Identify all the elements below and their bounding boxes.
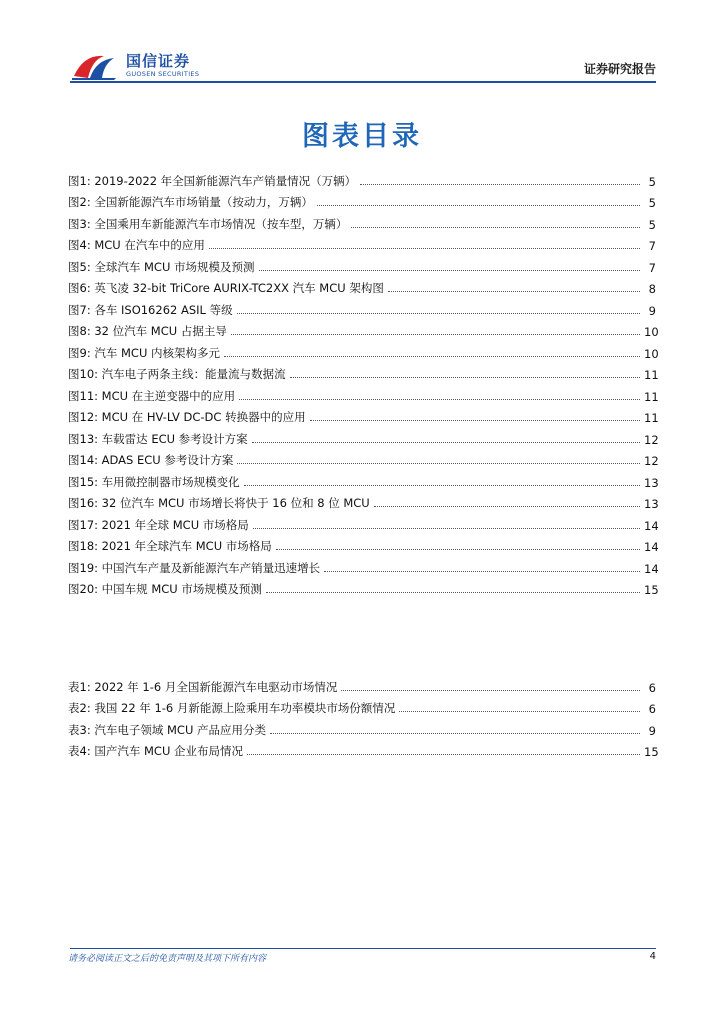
figure-entry-label: 图8: 32 位汽车 MCU 占据主导 bbox=[68, 324, 227, 338]
footer-divider bbox=[70, 948, 656, 949]
figure-entry-page: 11 bbox=[644, 368, 659, 382]
figure-entry-page: 15 bbox=[644, 583, 659, 597]
table-entry[interactable] bbox=[68, 673, 656, 695]
figure-entry-label: 图7: 各车 ISO16262 ASIL 等级 bbox=[68, 302, 233, 317]
dot-leader bbox=[399, 700, 640, 713]
figure-entry-page: 14 bbox=[644, 540, 659, 554]
figure-entry-label: 图18: 2021 年全球汽车 MCU 市场格局 bbox=[68, 539, 272, 553]
figure-entry[interactable] bbox=[68, 490, 659, 512]
table-entry-label: 表2: 我国 22 年 1-6 月新能源上险乘用车功率模块市场份额情况 bbox=[68, 701, 396, 715]
figure-entry[interactable] bbox=[68, 361, 659, 383]
brand-name: 国信证券 bbox=[126, 52, 191, 70]
dot-leader bbox=[266, 581, 640, 594]
dot-leader bbox=[259, 258, 640, 271]
figure-entry-page: 14 bbox=[644, 518, 659, 533]
table-entry-page: 6 bbox=[648, 702, 656, 716]
figure-entry[interactable] bbox=[68, 296, 656, 318]
dot-leader bbox=[247, 743, 640, 756]
dot-leader bbox=[317, 194, 640, 207]
table-entry[interactable] bbox=[68, 738, 659, 760]
dot-leader bbox=[237, 301, 640, 314]
figure-entry-page: 13 bbox=[644, 475, 659, 490]
figure-list bbox=[68, 167, 659, 597]
figure-entry-page: 11 bbox=[644, 389, 659, 404]
page-header bbox=[70, 48, 656, 86]
figure-entry-label: 图12: MCU 在 HV-LV DC-DC 转换器中的应用 bbox=[68, 410, 306, 424]
figure-entry[interactable] bbox=[68, 232, 656, 254]
table-entry-page: 15 bbox=[644, 745, 659, 759]
figure-entry[interactable] bbox=[68, 318, 659, 340]
figure-entry-label: 图17: 2021 年全球 MCU 市场格局 bbox=[68, 517, 249, 532]
figure-entry[interactable] bbox=[68, 468, 659, 490]
dot-leader bbox=[388, 280, 640, 293]
figure-entry-page: 5 bbox=[648, 217, 656, 232]
figure-entry-label: 图1: 2019-2022 年全国新能源汽车产销量情况（万辆） bbox=[68, 173, 357, 188]
figure-entry-page: 10 bbox=[644, 325, 659, 339]
figure-entry-label: 图16: 32 位汽车 MCU 市场增长将快于 16 位和 8 位 MCU bbox=[68, 496, 370, 510]
table-entry-page: 9 bbox=[648, 723, 656, 738]
figure-entry-label: 图11: MCU 在主逆变器中的应用 bbox=[68, 388, 236, 403]
figure-entry[interactable] bbox=[68, 275, 656, 297]
dot-leader bbox=[253, 516, 640, 529]
figure-entry-label: 图10: 汽车电子两条主线：能量流与数据流 bbox=[68, 367, 286, 381]
dot-leader bbox=[244, 473, 640, 486]
figure-entry[interactable] bbox=[68, 576, 659, 598]
dot-leader bbox=[224, 344, 640, 357]
dot-leader bbox=[270, 721, 640, 734]
figure-entry[interactable] bbox=[68, 511, 659, 533]
figure-entry[interactable] bbox=[68, 210, 656, 232]
table-entry-label: 表1: 2022 年 1-6 月全国新能源汽车电驱动市场情况 bbox=[68, 679, 338, 694]
figure-entry[interactable] bbox=[68, 382, 659, 404]
figure-entry[interactable] bbox=[68, 404, 659, 426]
figure-entry-label: 图5: 全球汽车 MCU 市场规模及预测 bbox=[68, 259, 255, 274]
header-divider bbox=[70, 81, 656, 83]
figure-entry-label: 图14: ADAS ECU 参考设计方案 bbox=[68, 453, 234, 467]
brand-name-en: GUOSEN SECURITIES bbox=[126, 70, 200, 78]
figure-entry[interactable] bbox=[68, 189, 656, 211]
table-list bbox=[68, 673, 659, 759]
figure-entry-page: 11 bbox=[644, 411, 659, 425]
dot-leader bbox=[374, 495, 640, 508]
dot-leader bbox=[351, 215, 640, 228]
dot-leader bbox=[252, 430, 640, 443]
page-number: 4 bbox=[649, 951, 656, 962]
dot-leader bbox=[360, 172, 640, 185]
dot-leader bbox=[276, 538, 640, 551]
figure-entry-label: 图9: 汽车 MCU 内核架构多元 bbox=[68, 345, 221, 360]
figure-entry[interactable] bbox=[68, 447, 659, 469]
figure-entry[interactable] bbox=[68, 167, 656, 189]
dot-leader bbox=[290, 366, 640, 379]
guosen-logo-icon bbox=[70, 48, 130, 84]
disclaimer-note: 请务必阅读正文之后的免责声明及其项下所有内容 bbox=[68, 954, 267, 964]
figure-entry[interactable] bbox=[68, 533, 659, 555]
figure-entry[interactable] bbox=[68, 339, 659, 361]
table-entry-page: 6 bbox=[648, 680, 656, 695]
table-entry-label: 表4: 国产汽车 MCU 企业布局情况 bbox=[68, 744, 244, 758]
table-entry[interactable] bbox=[68, 695, 656, 717]
figure-entry-label: 图6: 英飞凌 32-bit TriCore AURIX-TC2XX 汽车 MCU 架构图 bbox=[68, 281, 384, 295]
dot-leader bbox=[209, 237, 640, 250]
figure-entry-page: 8 bbox=[648, 282, 656, 296]
figure-entry[interactable] bbox=[68, 554, 659, 576]
dot-leader bbox=[231, 323, 640, 336]
figure-entry[interactable] bbox=[68, 425, 659, 447]
dot-leader bbox=[310, 409, 640, 422]
figure-entry-label: 图19: 中国汽车产量及新能源汽车产销量迅速增长 bbox=[68, 560, 321, 575]
table-entry[interactable] bbox=[68, 716, 656, 738]
figure-entry[interactable] bbox=[68, 253, 656, 275]
report-type-label: 证券研究报告 bbox=[583, 62, 656, 76]
dot-leader bbox=[324, 559, 640, 572]
figure-entry-label: 图15: 车用微控制器市场规模变化 bbox=[68, 474, 240, 489]
dot-leader bbox=[239, 387, 640, 400]
page-title: 图表目录 bbox=[302, 121, 422, 152]
figure-entry-page: 5 bbox=[648, 174, 656, 189]
figure-entry-page: 5 bbox=[648, 196, 656, 210]
dot-leader bbox=[237, 452, 640, 465]
figure-entry-label: 图4: MCU 在汽车中的应用 bbox=[68, 238, 205, 252]
figure-entry-label: 图13: 车载雷达 ECU 参考设计方案 bbox=[68, 431, 248, 446]
figure-entry-page: 12 bbox=[644, 454, 659, 468]
figure-entry-page: 10 bbox=[644, 346, 659, 361]
figure-entry-page: 7 bbox=[648, 260, 656, 275]
figure-entry-label: 图3: 全国乘用车新能源汽车市场情况（按车型，万辆） bbox=[68, 216, 348, 231]
figure-entry-page: 9 bbox=[648, 303, 656, 318]
dot-leader bbox=[341, 678, 640, 691]
figure-entry-page: 7 bbox=[648, 239, 656, 253]
figure-entry-page: 14 bbox=[644, 561, 659, 576]
figure-entry-label: 图20: 中国车规 MCU 市场规模及预测 bbox=[68, 582, 262, 596]
figure-entry-label: 图2: 全国新能源汽车市场销量（按动力，万辆） bbox=[68, 195, 313, 209]
figure-entry-page: 13 bbox=[644, 497, 659, 511]
table-entry-label: 表3: 汽车电子领域 MCU 产品应用分类 bbox=[68, 722, 267, 737]
figure-entry-page: 12 bbox=[644, 432, 659, 447]
